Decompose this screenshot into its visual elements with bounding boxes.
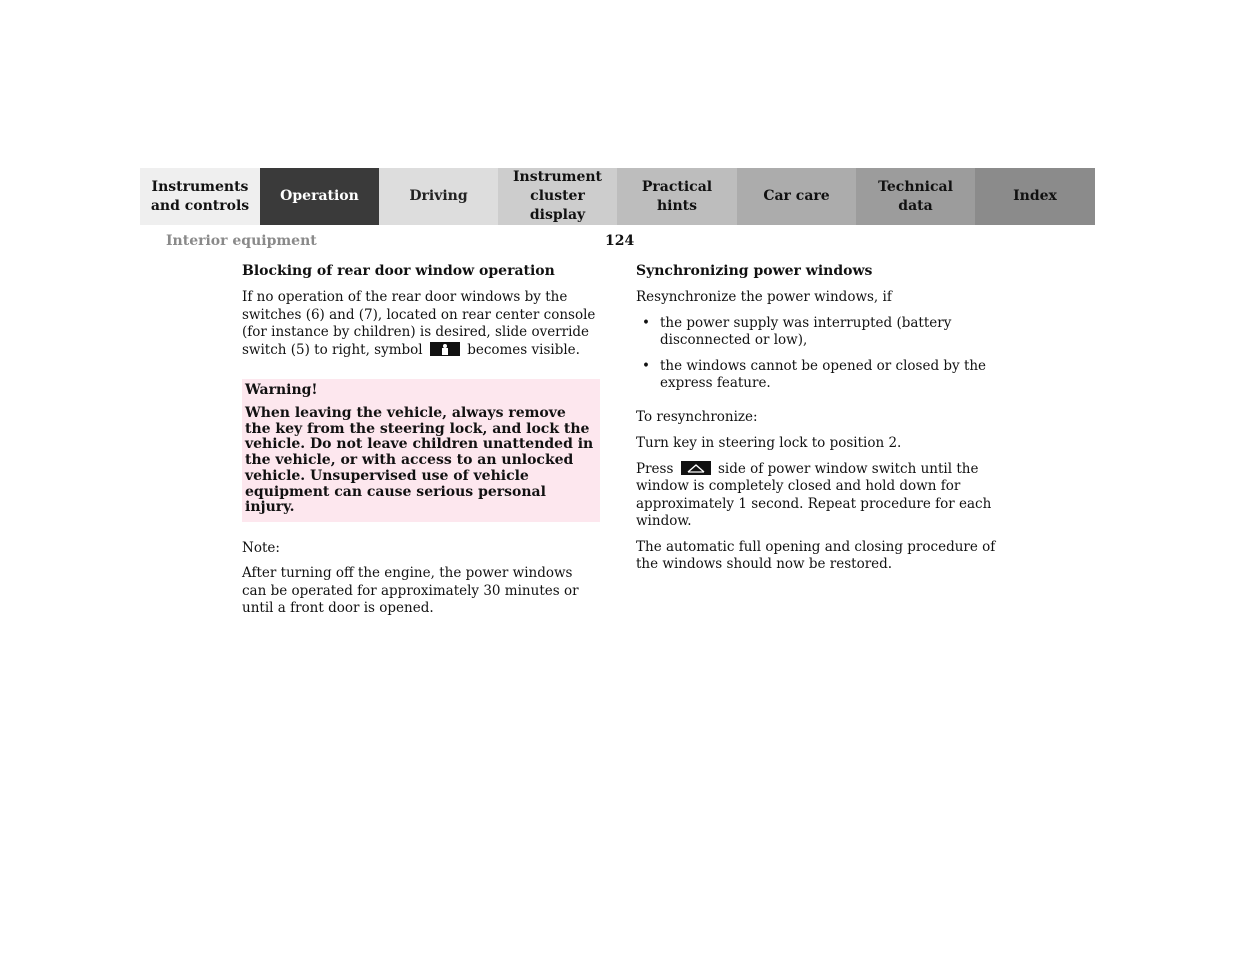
tab-label: Driving [409, 188, 468, 204]
tab-technical-data[interactable] [856, 168, 975, 225]
warning-title: Warning! [245, 382, 318, 398]
warning-box [242, 379, 600, 522]
note-text: After turning off the engine, the power windows can be operated for approximately 30 minutes or until a front door is opened. [242, 565, 579, 617]
chapter-navigation [140, 168, 1095, 225]
list-item: • the power supply was interrupted (battery disconnected or low), [636, 315, 996, 350]
page-number: 124 [605, 233, 635, 249]
resync-step-2 [636, 461, 996, 531]
window-up-icon [681, 461, 711, 475]
tab-label: Index [1013, 188, 1057, 204]
paragraph-text: Press [636, 460, 674, 477]
tab-label: Instrument cluster display [513, 169, 602, 223]
paragraph-text: side of power window switch until the window is completely closed and hold down for approximately 1 second. Repeat procedure for each window. [636, 460, 992, 529]
tab-label: Technical data [878, 178, 953, 214]
tab-instruments-and-controls[interactable] [140, 168, 260, 225]
left-heading: Blocking of rear door window operation [242, 263, 555, 279]
resync-step-1: Turn key in steering lock to position 2. [636, 435, 902, 451]
paragraph-text: If no operation of the rear door windows by the switches (6) and (7), located on rear center console (for instance by children) is desired, slide override switch (5) to right, symbol [242, 289, 596, 358]
child-lock-icon [430, 342, 460, 356]
tab-index[interactable] [975, 168, 1095, 225]
tab-car-care[interactable] [737, 168, 856, 225]
warning-text: When leaving the vehicle, always remove the key from the steering lock, and lock the vehicle. Do not leave children unattended in the vehicle, or with access to an unlocked vehicle. Unsupervised use of vehicle equipment can cause serious personal injury. [245, 405, 594, 516]
resync-label: To resynchronize: [636, 408, 758, 425]
resync-intro: Resynchronize the power windows, if [636, 289, 892, 305]
left-column [242, 262, 600, 626]
section-title: Interior equipment [166, 233, 317, 249]
tab-practical-hints[interactable] [617, 168, 737, 225]
right-heading: Synchronizing power windows [636, 263, 873, 279]
right-column [636, 262, 996, 582]
resync-closing: The automatic full opening and closing procedure of the windows should now be restored. [636, 538, 996, 572]
condition-list [636, 315, 996, 393]
paragraph-text: becomes visible. [467, 341, 580, 358]
tab-operation[interactable] [260, 168, 379, 225]
tab-instrument-cluster-display[interactable] [498, 168, 617, 225]
tab-label: Instruments and controls [150, 178, 250, 214]
tab-label: Practical hints [641, 178, 713, 214]
list-item: • the windows cannot be opened or closed by the express feature. [636, 358, 996, 393]
note-label: Note: [242, 539, 280, 556]
tab-driving[interactable] [379, 168, 498, 225]
tab-label: Car care [763, 188, 830, 204]
override-switch-paragraph [242, 289, 600, 359]
tab-label: Operation [280, 188, 359, 204]
